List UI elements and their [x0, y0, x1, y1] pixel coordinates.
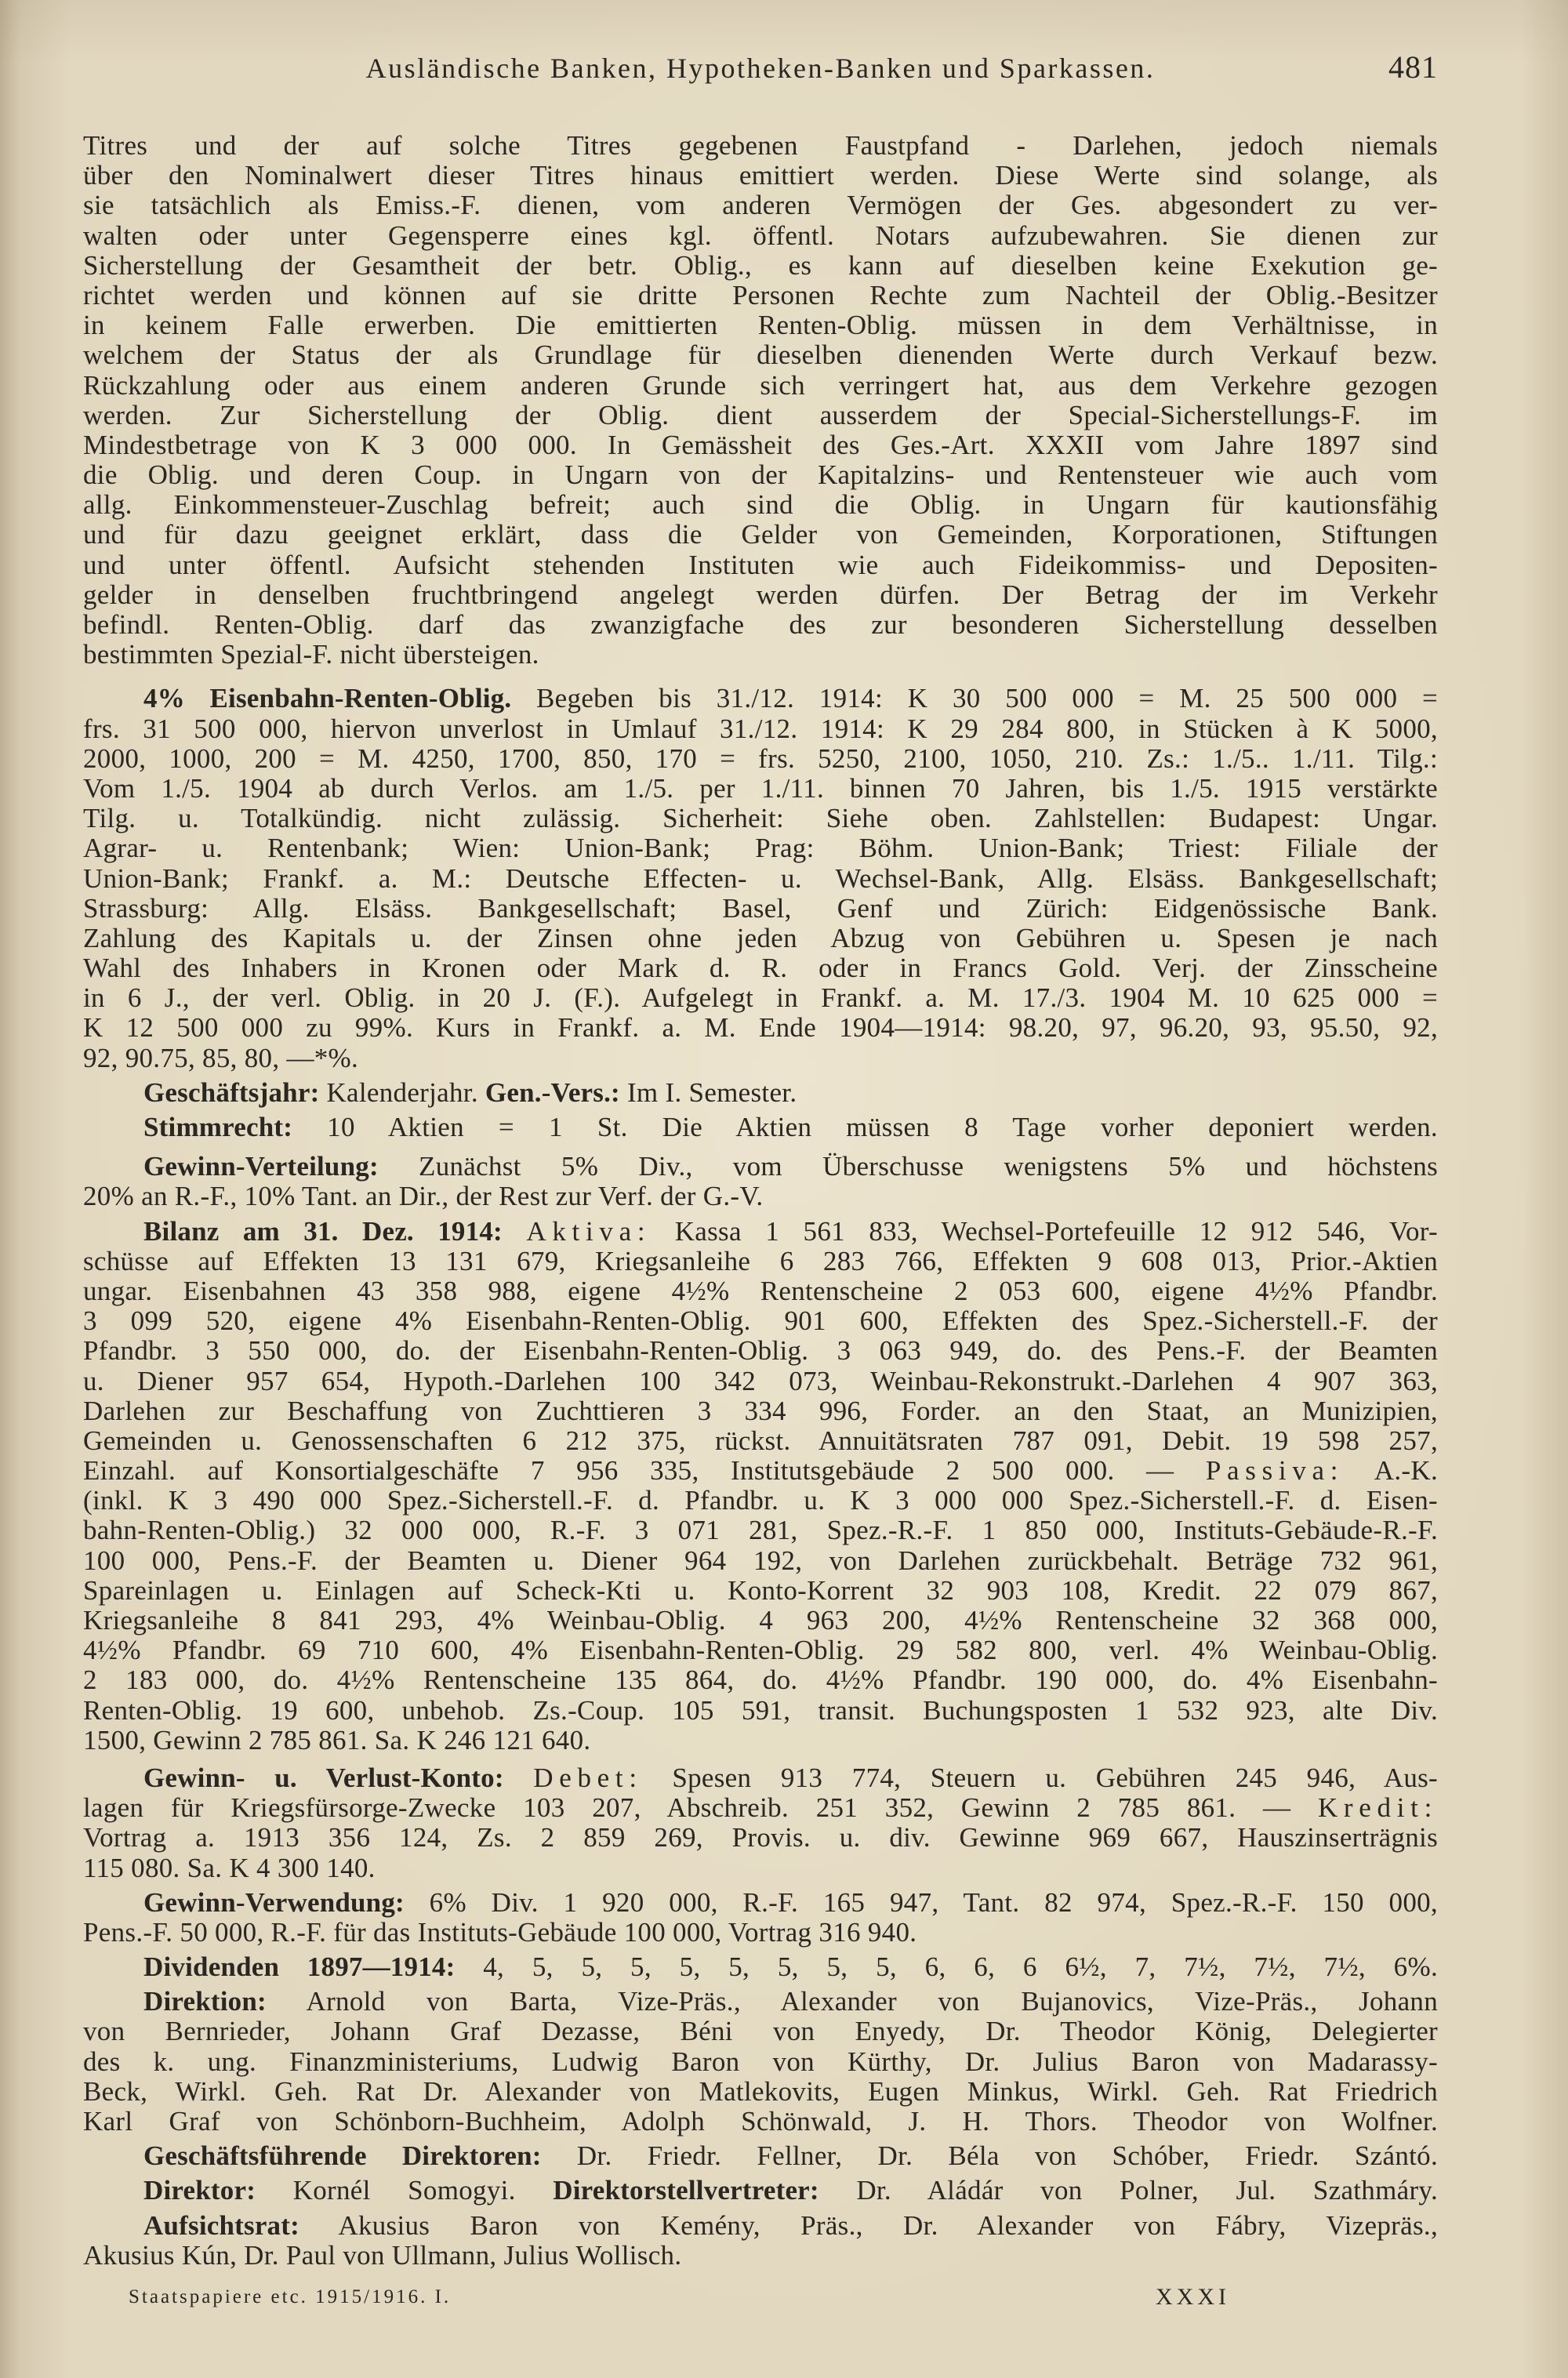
text-line: allg. Einkommensteuer-Zuschlag befreit; auch sind die Oblig. in Ungarn für kautionsfähig: [83, 489, 1438, 521]
label-term: Aufsichtsrat:: [143, 2209, 299, 2241]
running-head: Ausländische Banken, Hypotheken-Banken und Sparkassen.: [365, 53, 1156, 84]
text-run: Akusius Baron von Kemény, Präs., Dr. Alexander von Fábry, Vizepräs.,: [299, 2209, 1438, 2241]
text-line: K 12 500 000 zu 99%. Kurs in Frankf. a. M. Ende 1904—1914: 98.20, 97, 96.20, 93, 95.50, 92,: [83, 1012, 1438, 1044]
text-line: 20% an R.-F., 10% Tant. an Dir., der Rest zur Verf. der G.-V.: [83, 1181, 764, 1212]
text-line: gelder in denselben fruchtbringend angelegt werden dürfen. Der Betrag der im Verkehr: [83, 579, 1438, 610]
paragraph-fiscal-year: [83, 1078, 1438, 1108]
text-line: Sicherstellung der Gesamtheit der betr. Oblig., es kann auf dieselben keine Exekution ge-: [83, 249, 1438, 281]
label-term: Gewinn-Verteilung:: [143, 1151, 379, 1182]
page-number: 481: [1388, 49, 1438, 85]
paragraph-balance-sheet: [83, 1217, 1438, 1755]
paragraph-supervisory-board: [83, 2211, 1438, 2271]
text-run: 4, 5, 5, 5, 5, 5, 5, 5, 5, 6, 6, 6 6½, 7, 7½, 7½, 7½, 6%.: [455, 1951, 1438, 1983]
label-term: Stimmrecht:: [143, 1112, 293, 1142]
text-line: Gemeinden u. Genossenschaften 6 212 375, rückst. Annuitätsraten 787 091, Debit. 19 598 257,: [83, 1425, 1438, 1456]
paragraph-managing-directors: [83, 2141, 1438, 2171]
text-line: [83, 1952, 1438, 1982]
text-line: und für dazu geeignet erklärt, dass die Gelder von Gemeinden, Korporationen, Stiftungen: [83, 519, 1438, 550]
text-line: werden. Zur Sicherstellung der Oblig. dient ausserdem der Special-Sicherstellungs-F. im: [83, 399, 1438, 430]
label-term: Gewinn- u. Verlust-Konto:: [143, 1762, 504, 1793]
text-line: Renten-Oblig. 19 600, unbehob. Zs.-Coup. 105 591, transit. Buchungsposten 1 532 923, alte Div.: [83, 1694, 1438, 1726]
text-line: [83, 1763, 1438, 1793]
footer-sheet-number: XXXI: [1156, 2284, 1230, 2310]
label-term: Geschäftsführende Direktoren:: [143, 2140, 542, 2172]
label-term: Bilanz am 31. Dez. 1914:: [143, 1215, 503, 1247]
text-line: Spareinlagen u. Einlagen auf Scheck-Kti u. Konto-Korrent 32 903 108, Kredit. 22 079 867,: [83, 1574, 1438, 1606]
text-run: [504, 1763, 534, 1793]
text-line: 2000, 1000, 200 = M. 4250, 1700, 850, 170 = frs. 5250, 2100, 1050, 210. Zs.: 1./5.. 1./11. Tilg.:: [83, 742, 1438, 774]
spaced-term: Kredit:: [1317, 1792, 1438, 1824]
spaced-term: Aktiva:: [526, 1215, 652, 1247]
text-line: Rückzahlung oder aus einem anderen Grunde sich verringert hat, aus dem Verkehre gezogen: [83, 369, 1438, 401]
text-line: [83, 1113, 1438, 1142]
text-line: [83, 1078, 1438, 1108]
text-line: sie tatsächlich als Emiss.-F. dienen, vom anderen Vermögen der Ges. abgesondert zu ver-: [83, 190, 1438, 221]
label-term: Dividenden 1897—1914:: [143, 1951, 456, 1983]
text-line: Mindestbetrage von K 3 000 000. In Gemässheit des Ges.-Art. XXXII vom Jahre 1897 sind: [83, 429, 1438, 460]
spaced-term: Debet:: [533, 1762, 643, 1793]
text-run: Arnold von Barta, Vize-Präs., Alexander von Bujanovics, Vize-Präs., Johann: [266, 1986, 1438, 2017]
text-run: Kornél Somogyi.: [256, 2175, 554, 2206]
text-line: Akusius Kún, Dr. Paul von Ullmann, Julius Wollisch.: [83, 2239, 682, 2271]
text-line: [83, 1152, 1438, 1182]
paragraph-director: [83, 2176, 1438, 2206]
text-run: A.-K.: [1344, 1455, 1438, 1487]
label-term: Direktor:: [143, 2175, 256, 2206]
text-line: [83, 1793, 1438, 1823]
text-line: bahn-Renten-Oblig.) 32 000 000, R.-F. 3 071 281, Spez.-R.-F. 1 850 000, Instituts-Gebäude-R.-F.: [83, 1515, 1438, 1546]
text-line: 3 099 520, eigene 4% Eisenbahn-Renten-Oblig. 901 600, Effekten des Spez.-Sicherstell.-F. der: [83, 1305, 1438, 1337]
paragraph-profit-loss-account: [83, 1763, 1438, 1883]
text-line: [83, 684, 1438, 713]
paragraph-dividends: [83, 1952, 1438, 1982]
text-line: 92, 90.75, 85, 80, —*%.: [83, 1042, 359, 1073]
paragraph-railway-bonds: [83, 684, 1438, 1073]
text-run: Dr. Aládár von Polner, Jul. Szathmáry.: [818, 2175, 1438, 2206]
text-line: (inkl. K 3 490 000 Spez.-Sicherstell.-F. d. Pfandbr. u. K 3 000 000 Spez.-Sicherstell.-F. d. Eisen-: [83, 1485, 1438, 1516]
text-line: richtet werden und können auf sie dritte Personen Rechte zum Nachteil der Oblig.-Besitzer: [83, 279, 1438, 310]
text-line: in 6 J., der verl. Oblig. in 20 J. (F.). Aufgelegt in Frankf. a. M. 17./3. 1904 M. 10 625 000 =: [83, 982, 1438, 1014]
text-line: 100 000, Pens.-F. der Beamten u. Diener 964 192, von Darlehen zurückbehalt. Beträge 732 961,: [83, 1545, 1438, 1576]
paragraph-profit-distribution: [83, 1152, 1438, 1211]
text-line: [83, 1987, 1438, 2017]
text-run: 10 Aktien = 1 St. Die Aktien müssen 8 Tage vorher deponiert werden.: [292, 1112, 1438, 1142]
text-line: Pens.-F. 50 000, R.-F. für das Instituts-Gebäude 100 000, Vortrag 316 940.: [83, 1916, 917, 1948]
text-run: Zunächst 5% Div., vom Überschusse wenigstens 5% und höchstens: [378, 1151, 1438, 1182]
text-line: [83, 2211, 1438, 2241]
text-line: die Oblig. und deren Coup. in Ungarn von der Kapitalzins- und Rentensteuer wie auch vom: [83, 459, 1438, 491]
text-run: 6% Div. 1 920 000, R.-F. 165 947, Tant. 82 974, Spez.-R.-F. 150 000,: [404, 1886, 1438, 1918]
text-body: [83, 131, 1438, 2271]
text-line: über den Nominalwert dieser Titres hinaus emittiert werden. Diese Werte sind solange, als: [83, 160, 1438, 191]
text-line: Zahlung des Kapitals u. der Zinsen ohne jeden Abzug von Gebühren u. Spesen je nach: [83, 922, 1438, 953]
text-line: Wahl des Inhabers in Kronen oder Mark d. R. oder in Francs Gold. Verj. der Zinsscheine: [83, 953, 1438, 984]
text-line: [83, 1456, 1438, 1486]
text-run: lagen für Kriegsfürsorge-Zwecke 103 207, Abschreib. 251 352, Gewinn 2 785 861. —: [83, 1792, 1318, 1824]
text-line: Vom 1./5. 1904 ab durch Verlos. am 1./5. per 1./11. binnen 70 Jahren, bis 1./5. 1915 verstärkte: [83, 772, 1438, 804]
text-line: [83, 1888, 1438, 1918]
text-line: [83, 1217, 1438, 1247]
text-line: bestimmten Spezial-F. nicht übersteigen.: [83, 639, 539, 670]
spaced-term: Passiva:: [1205, 1455, 1345, 1487]
text-line: Titres und der auf solche Titres gegebenen Faustpfand - Darlehen, jedoch niemals: [83, 130, 1438, 161]
text-line: schüsse auf Effekten 13 131 679, Kriegsanleihe 6 283 766, Effekten 9 608 013, Prior.-Aktien: [83, 1245, 1438, 1276]
label-term: Direktion:: [143, 1986, 267, 2017]
text-line: Agrar- u. Rentenbank; Wien: Union-Bank; Prag: Böhm. Union-Bank; Triest: Filiale der: [83, 833, 1438, 864]
text-line: von Bernrieder, Johann Graf Dezasse, Béni von Enyedy, Dr. Theodor König, Delegierter: [83, 2016, 1438, 2047]
text-run: Einzahl. auf Konsortialgeschäfte 7 956 335, Institutsgebäude 2 500 000. —: [83, 1455, 1206, 1487]
text-line: u. Diener 957 654, Hypoth.-Darlehen 100 342 073, Weinbau-Rekonstrukt.-Darlehen 4 907 363,: [83, 1365, 1438, 1396]
paragraph-obligation-rules: [83, 131, 1438, 670]
text-run: Im I. Semester.: [619, 1076, 797, 1108]
text-line: 4½% Pfandbr. 69 710 600, 4% Eisenbahn-Renten-Oblig. 29 582 800, verl. 4% Weinbau-Oblig.: [83, 1635, 1438, 1666]
text-line: 115 080. Sa. K 4 300 140.: [83, 1852, 376, 1883]
text-line: walten oder unter Gegensperre eines kgl. öffentl. Notars aufzubewahren. Sie dienen zur: [83, 220, 1438, 251]
text-line: [83, 2141, 1438, 2171]
text-line: Union-Bank; Frankf. a. M.: Deutsche Effecten- u. Wechsel-Bank, Allg. Elsäss. Bankgesellschaft;: [83, 862, 1438, 894]
text-line: Tilg. u. Totalkündig. nicht zulässig. Sicherheit: Siehe oben. Zahlstellen: Budapest: Ungar.: [83, 803, 1438, 834]
text-line: Beck, Wirkl. Geh. Rat Dr. Alexander von Matlekovits, Eugen Minkus, Wirkl. Geh. Rat Friedrich: [83, 2075, 1438, 2107]
text-line: des k. ung. Finanzministeriums, Ludwig Baron von Kürthy, Dr. Julius Baron von Madarassy-: [83, 2046, 1438, 2077]
text-run: Begeben bis 31./12. 1914: K 30 500 000 = M. 25 500 000 =: [511, 683, 1438, 714]
text-line: Darlehen zur Beschaffung von Zuchttieren 3 334 996, Forder. an den Staat, an Munizipien,: [83, 1395, 1438, 1426]
label-term: Gen.-Vers.:: [485, 1076, 620, 1108]
label-term: Geschäftsjahr:: [143, 1076, 320, 1108]
paragraph-voting-rights: [83, 1113, 1438, 1142]
text-run: Kalenderjahr.: [319, 1076, 485, 1108]
paragraph-board-of-directors: [83, 1987, 1438, 2137]
text-line: 1500, Gewinn 2 785 861. Sa. K 246 121 640.: [83, 1724, 591, 1755]
text-line: Karl Graf von Schönborn-Buchheim, Adolph Schönwald, J. H. Thors. Theodor von Wolfner.: [83, 2106, 1438, 2137]
text-line: frs. 31 500 000, hiervon unverlost in Umlauf 31./12. 1914: K 29 284 800, in Stücken à K 5000,: [83, 713, 1438, 744]
text-line: in keinem Falle erwerben. Die emittierten Renten-Oblig. müssen in dem Verhältnisse, in: [83, 310, 1438, 341]
text-line: und unter öffentl. Aufsicht stehenden Instituten wie auch Fideikommiss- und Depositen-: [83, 549, 1438, 580]
text-run: Kassa 1 561 833, Wechsel-Portefeuille 12 912 546, Vor-: [651, 1215, 1438, 1247]
text-line: befindl. Renten-Oblig. darf das zwanzigfache des zur besonderen Sicherstellung desselben: [83, 609, 1438, 640]
text-line: Kriegsanleihe 8 841 293, 4% Weinbau-Oblig. 4 963 200, 4½% Rentenscheine 32 368 000,: [83, 1605, 1438, 1636]
footer-signature: Staatspapiere etc. 1915/1916. I.: [129, 2286, 452, 2307]
paragraph-profit-appropriation: [83, 1888, 1438, 1948]
text-line: ungar. Eisenbahnen 43 358 988, eigene 4½% Rentenscheine 2 053 600, eigene 4½% Pfandbr.: [83, 1275, 1438, 1306]
text-line: Pfandbr. 3 550 000, do. der Eisenbahn-Renten-Oblig. 3 063 949, do. des Pens.-F. der Beamten: [83, 1335, 1438, 1367]
label-term: Gewinn-Verwendung:: [143, 1886, 405, 1918]
text-line: welchem der Status der als Grundlage für dieselben dienenden Werte durch Verkauf bezw.: [83, 339, 1438, 371]
text-run: Spesen 913 774, Steuern u. Gebühren 245 946, Aus-: [642, 1762, 1438, 1793]
text-line: Vortrag a. 1913 356 124, Zs. 2 859 269, Provis. u. div. Gewinne 969 667, Hauszinserträgnis: [83, 1822, 1438, 1853]
label-term: Direktorstellvertreter:: [553, 2175, 819, 2206]
text-line: [83, 2176, 1438, 2206]
text-line: 2 183 000, do. 4½% Rentenscheine 135 864, do. 4½% Pfandbr. 190 000, do. 4% Eisenbahn-: [83, 1665, 1438, 1696]
label-term: 4% Eisenbahn-Renten-Oblig.: [143, 683, 512, 714]
text-line: Strassburg: Allg. Elsäss. Bankgesellschaft; Basel, Genf und Zürich: Eidgenössische Bank.: [83, 892, 1438, 924]
text-run: Dr. Friedr. Fellner, Dr. Béla von Schóber, Friedr. Szántó.: [541, 2140, 1438, 2172]
text-run: [503, 1216, 526, 1247]
